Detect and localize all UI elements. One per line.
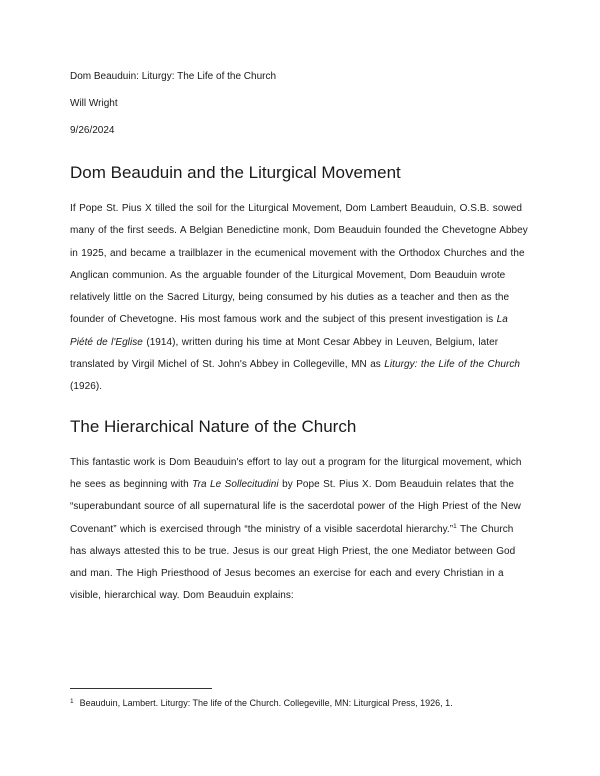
- paragraph-text: (1914), written during his time at Mont Cesar Abbey in Leuven, Belgium, later translated by Virgil Michel of St. John's Abbey in Collegeville, MN as: [70, 336, 499, 371]
- document-title-line: Dom Beauduin: Liturgy: The Life of the Church: [70, 71, 277, 82]
- italic-title-tra-le-sollecitudini: Tra Le Sollecitudini: [192, 478, 279, 490]
- author-name: Will Wright: [70, 98, 118, 109]
- footnote-reference[interactable]: 1: [453, 522, 457, 530]
- section-heading-hierarchical-nature: The Hierarchical Nature of the Church: [70, 416, 357, 436]
- footnote-number: 1: [70, 698, 74, 705]
- paragraph-text: (1926).: [70, 381, 103, 393]
- footnote-divider: [70, 688, 212, 689]
- footnote-text: Beauduin, Lambert. Liturgy: The life of the Church. Collegeville, MN: Liturgical Press, 1926, 1.: [79, 698, 453, 708]
- paragraph-text: by Pope St. Pius X. Dom Beauduin relates that the “superabundant source of all supernatural life is the sacerdotal power of the High Priest of the New Covenant” which is exercised through “the ministry of a visible sacerdotal hierarchy.”: [70, 478, 521, 535]
- document-date: 9/26/2024: [70, 125, 115, 136]
- footnote: [70, 696, 453, 709]
- italic-title-liturgy-life: Liturgy: the Life of the Church: [384, 359, 521, 371]
- paragraph-liturgical-movement: [70, 198, 530, 399]
- paragraph-text: If Pope St. Pius X tilled the soil for the Liturgical Movement, Dom Lambert Beauduin, O.S.B. sowed many of the first seeds. A Belgian Benedictine monk, Dom Beauduin founded the Chevetogne Abbey in 1925, and became a trailblazer in the ecumenical movement with the Orthodox Churches and the Anglican communion. As the arguable founder of the Liturgical Movement, Dom Beauduin wrote relatively little on the Sacred Liturgy, being consumed by his duties as a teacher and then as the founder of Chevetogne. His most famous work and the subject of this present investigation is: [70, 203, 528, 326]
- paragraph-hierarchical-nature: [70, 452, 530, 608]
- paragraph-text: This fantastic work is Dom Beauduin's effort to lay out a program for the liturgical movement, which he sees as beginning with: [70, 456, 522, 490]
- paragraph-text: The Church has always attested this to be true. Jesus is our great High Priest, the one Mediator between God and man. The High Priesthood of Jesus becomes an exercise for each and every Christian in a visible, hierarchical way. Dom Beauduin explains:: [70, 523, 516, 602]
- italic-title-la-piete: La Piété de l'Eglise: [70, 314, 508, 348]
- section-heading-liturgical-movement: Dom Beauduin and the Liturgical Movement: [70, 163, 401, 182]
